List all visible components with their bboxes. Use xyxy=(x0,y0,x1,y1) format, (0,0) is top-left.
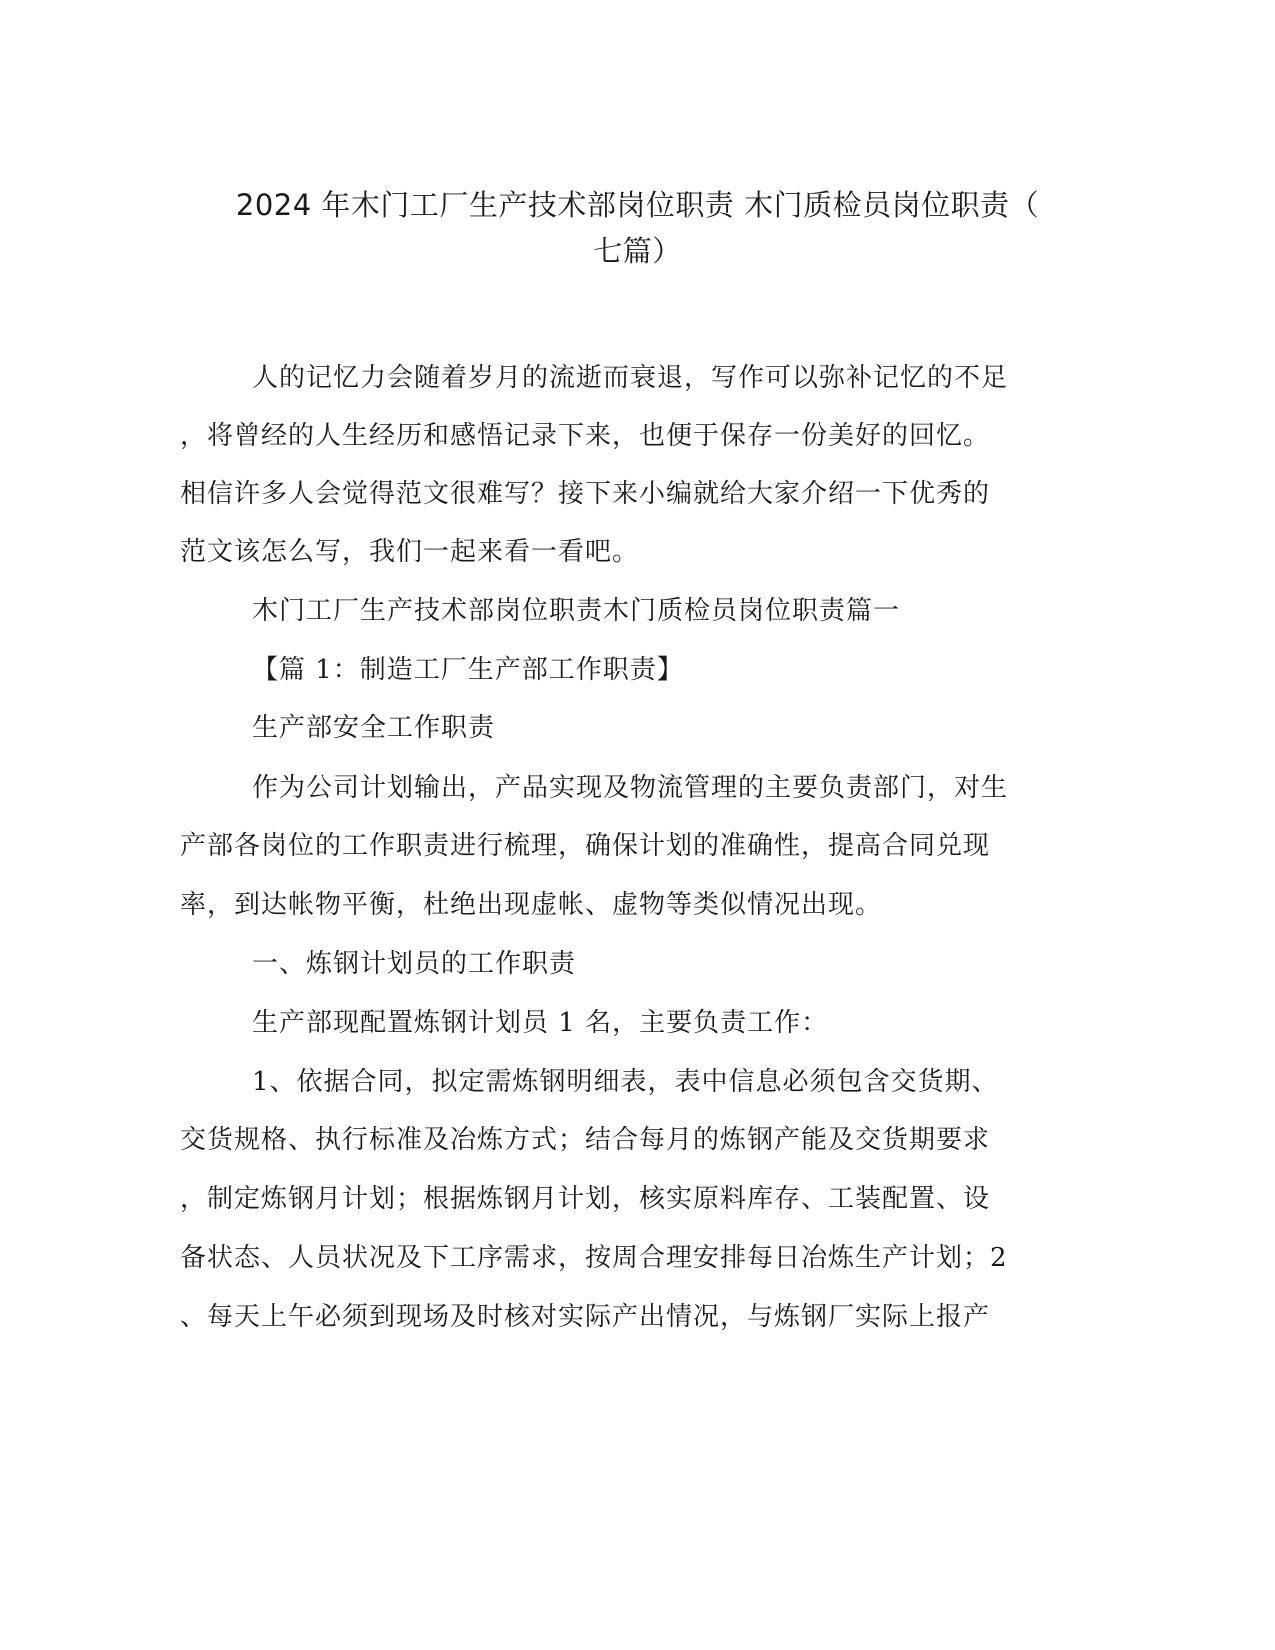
body-line: 范文该怎么写，我们一起来看一看吧。 xyxy=(180,537,640,567)
body-line: 作为公司计划输出，产品实现及物流管理的主要负责部门，对生 xyxy=(252,773,1009,803)
body-line: 相信许多人会觉得范文很难写？接下来小编就给大家介绍一下优秀的 xyxy=(180,479,991,509)
document-title xyxy=(180,182,1095,274)
body-line: 人的记忆力会随着岁月的流逝而衰退，写作可以弥补记忆的不足 xyxy=(252,363,1009,393)
section-heading: 一、炼钢计划员的工作职责 xyxy=(252,949,577,979)
body-line: 率，到达帐物平衡，杜绝出现虚帐、虚物等类似情况出现。 xyxy=(180,890,883,920)
body-line: 1、依据合同，拟定需炼钢明细表，表中信息必须包含交货期、 xyxy=(252,1067,999,1097)
section-heading: 【篇 1：制造工厂生产部工作职责】 xyxy=(252,655,684,685)
body-line: ，将曾经的人生经历和感悟记录下来，也便于保存一份美好的回忆。 xyxy=(180,421,991,451)
body-line: 备状态、人员状况及下工序需求，按周合理安排每日冶炼生产计划；2 xyxy=(180,1243,1008,1273)
title-line-1: 2024 年木门工厂生产技术部岗位职责 木门质检员岗位职责（ xyxy=(235,188,1040,222)
body-line: 交货规格、执行标准及冶炼方式；结合每月的炼钢产能及交货期要求 xyxy=(180,1125,991,1155)
body-line: ，制定炼钢月计划；根据炼钢月计划，核实原料库存、工装配置、设 xyxy=(180,1184,991,1214)
body-line: 、每天上午必须到现场及时核对实际产出情况，与炼钢厂实际上报产 xyxy=(180,1302,991,1332)
body-line: 产部各岗位的工作职责进行梳理，确保计划的准确性，提高合同兑现 xyxy=(180,831,991,861)
section-heading: 木门工厂生产技术部岗位职责木门质检员岗位职责篇一 xyxy=(252,596,901,626)
title-line-2: 七篇） xyxy=(593,234,682,268)
section-heading: 生产部安全工作职责 xyxy=(252,713,496,743)
body-line: 生产部现配置炼钢计划员 1 名，主要负责工作： xyxy=(252,1008,829,1038)
